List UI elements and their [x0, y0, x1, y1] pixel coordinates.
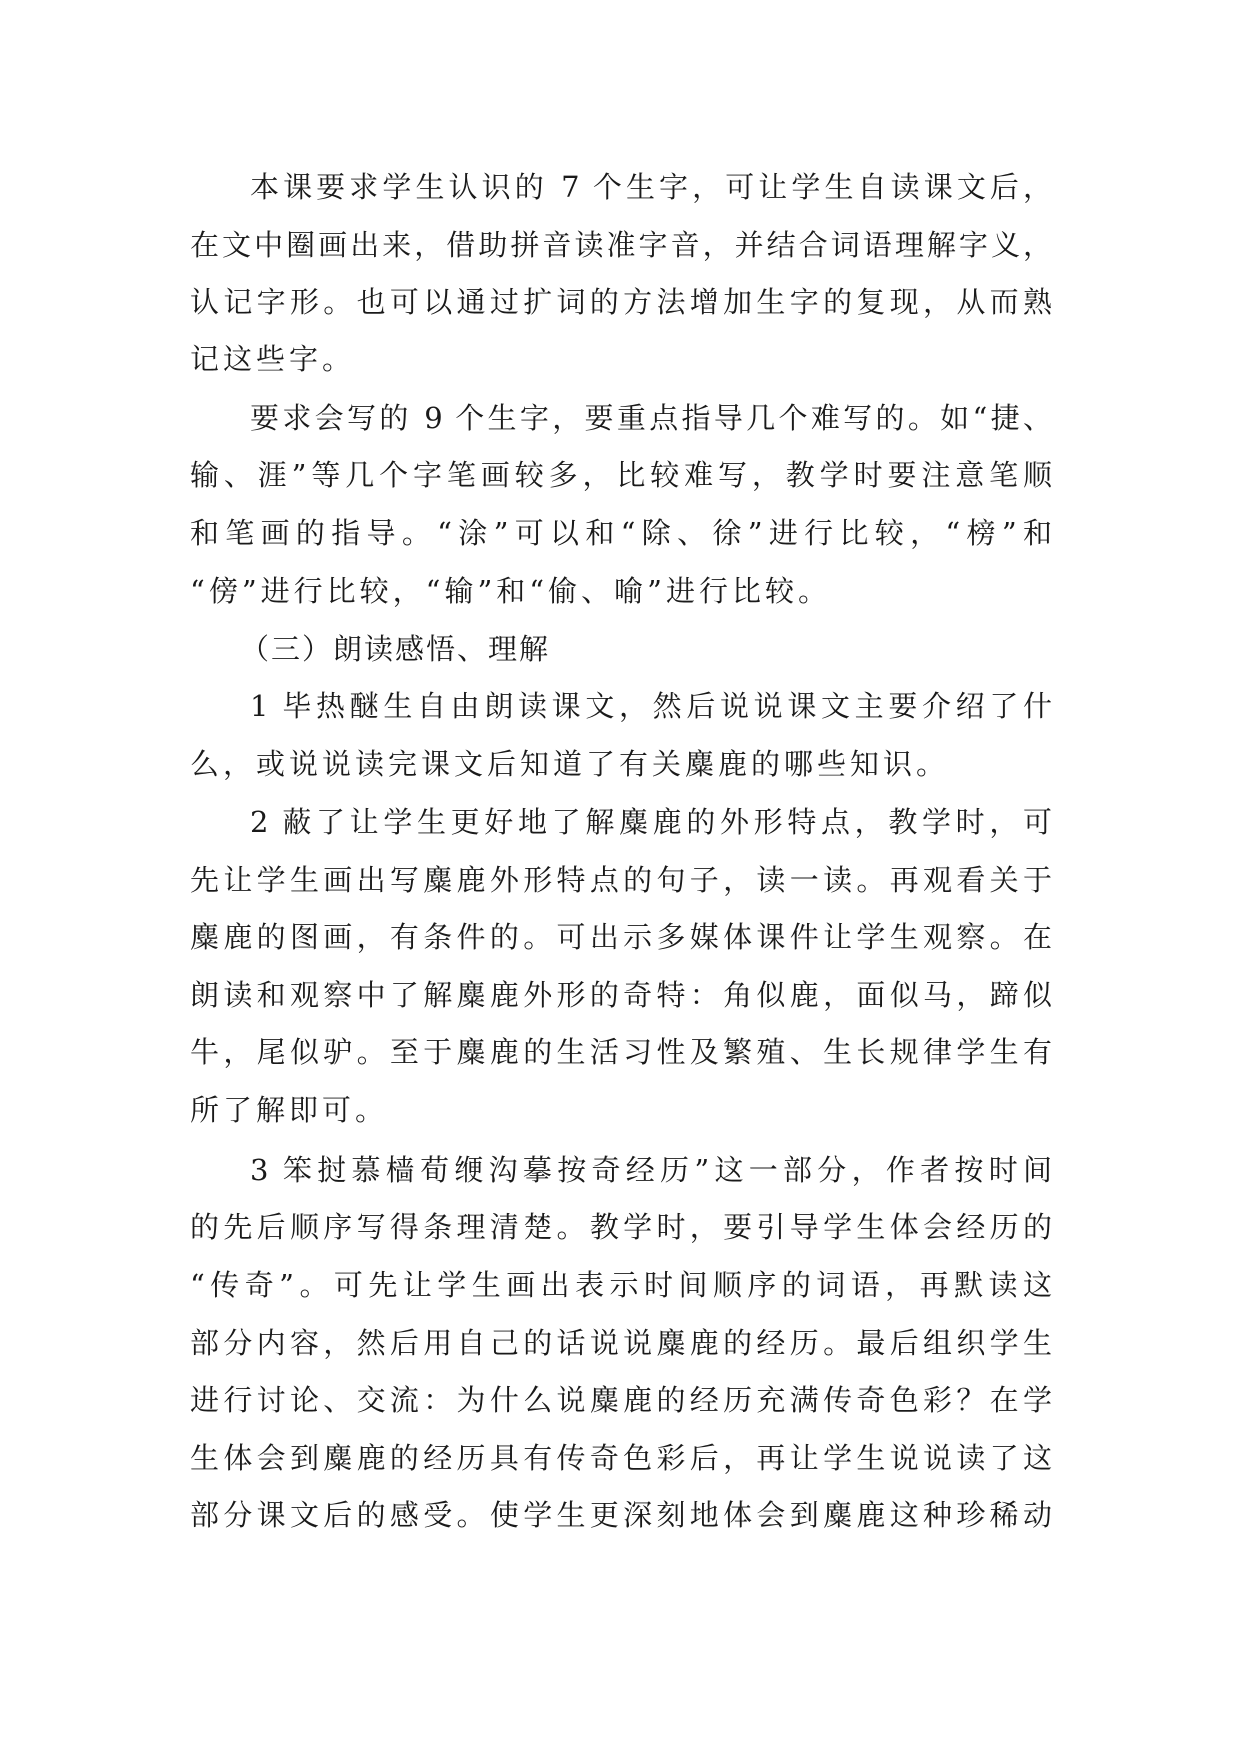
item-2-line-3: 麋鹿的图画，有条件的。可出示多媒体课件让学生观察。在 [190, 920, 1052, 954]
item-3-line-6: 生体会到麋鹿的经历具有传奇色彩后，再让学生说说读了这 [190, 1441, 1052, 1475]
paragraph-1-line-3: 认记字形。也可以通过扩词的方法增加生字的复现，从而熟 [190, 285, 1052, 319]
paragraph-1-line-2: 在文中圈画出来，借助拼音读准字音，并结合词语理解字义， [190, 228, 1052, 262]
paragraph-2-line-1: 要求会写的 9 个生字，要重点指导几个难写的。如“捷、 [250, 401, 1052, 435]
paragraph-2-line-3: 和笔画的指导。“涂”可以和“除、徐”进行比较，“榜”和 [190, 516, 1052, 550]
paragraph-1-line-4: 记这些字。 [190, 342, 356, 376]
item-3-line-7: 部分课文后的感受。使学生更深刻地体会到麋鹿这种珍稀动 [190, 1498, 1052, 1532]
item-1-line-2: 么，或说说读完课文后知道了有关麋鹿的哪些知识。 [190, 747, 950, 781]
item-3-line-2: 的先后顺序写得条理清楚。教学时，要引导学生体会经历的 [190, 1210, 1052, 1244]
paragraph-1-line-1: 本课要求学生认识的 7 个生字，可让学生自读课文后， [250, 170, 1052, 204]
paragraph-2-line-2: 输、涯”等几个字笔画较多，比较难写，教学时要注意笔顺 [190, 458, 1052, 492]
section-heading: （三）朗读感悟、理解 [240, 632, 551, 666]
paragraph-2-line-4: “傍”进行比较，“输”和“偷、喻”进行比较。 [190, 574, 831, 608]
item-2-line-4: 朗读和观察中了解麋鹿外形的奇特：角似鹿，面似马，蹄似 [190, 978, 1052, 1012]
item-2-line-6: 所了解即可。 [190, 1093, 389, 1127]
item-2-line-5: 牛，尾似驴。至于麋鹿的生活习性及繁殖、生长规律学生有 [190, 1035, 1052, 1069]
item-3-line-1: 3 笨挝慕樯荀缏沟摹按奇经历”这一部分，作者按时间 [250, 1153, 1052, 1187]
item-1-line-1: 1 毕热醚生自由朗读课文，然后说说课文主要介绍了什 [250, 689, 1052, 723]
item-2-line-2: 先让学生画出写麋鹿外形特点的句子，读一读。再观看关于 [190, 863, 1052, 897]
item-3-line-4: 部分内容，然后用自己的话说说麋鹿的经历。最后组织学生 [190, 1326, 1052, 1360]
item-3-line-3: “传奇”。可先让学生画出表示时间顺序的词语，再默读这 [190, 1268, 1052, 1302]
item-2-line-1: 2 蔽了让学生更好地了解麋鹿的外形特点，教学时，可 [250, 805, 1052, 839]
item-3-line-5: 进行讨论、交流：为什么说麋鹿的经历充满传奇色彩？在学 [190, 1383, 1052, 1417]
